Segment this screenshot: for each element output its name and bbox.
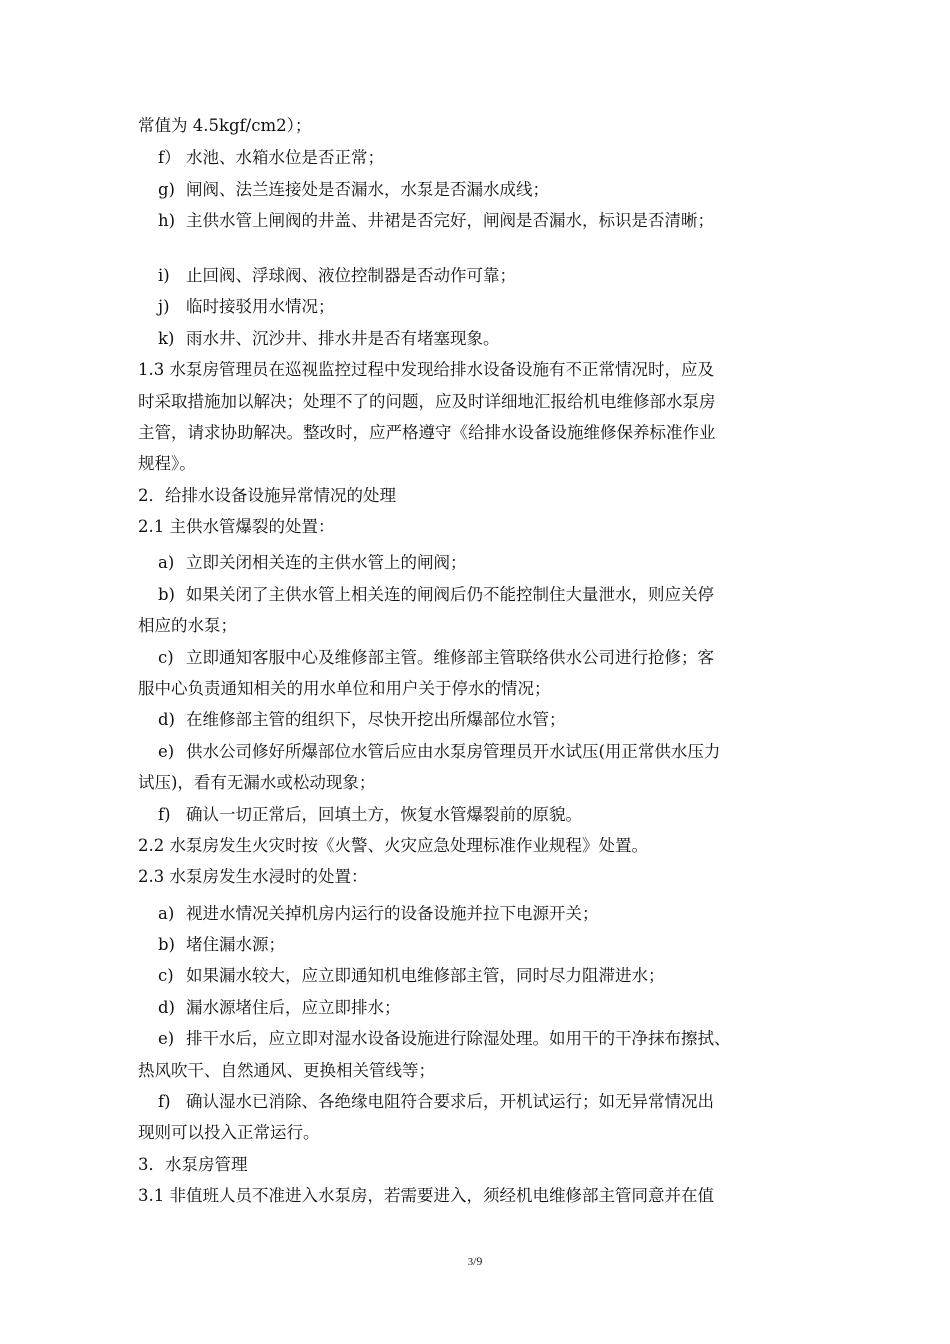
- list-item-continuation: 试压)，看有无漏水或松动现象；: [138, 773, 376, 792]
- item-label: h): [158, 211, 176, 230]
- list-item: g) 闸阀、法兰连接处是否漏水，水泵是否漏水成线；: [158, 180, 549, 199]
- item-label: f）: [158, 148, 181, 167]
- list-item: d) 在维修部主管的组织下，尽快开挖出所爆部位水管；: [158, 710, 566, 729]
- item-label: b): [158, 585, 175, 604]
- item-label: f): [158, 1092, 171, 1111]
- item-label: c): [158, 648, 174, 667]
- item-label: e): [158, 742, 175, 761]
- list-item-continuation: 相应的水泵；: [138, 616, 237, 635]
- list-item: a) 立即关闭相关连的主供水管上的闸阀；: [158, 553, 467, 572]
- list-item: b) 如果关闭了主供水管上相关连的闸阀后仍不能控制住大量泄水，则应关停: [158, 585, 714, 604]
- subsection-heading: 2.3 水泵房发生水浸时的处置：: [138, 867, 368, 886]
- list-item: f) 确认湿水已消除、各绝缘电阻符合要求后，开机试运行；如无异常情况出: [158, 1092, 714, 1111]
- paragraph-line: 时采取措施加以解决；处理不了的问题，应及时详细地汇报给机电维修部水泵房: [138, 392, 716, 411]
- item-label: e): [158, 1029, 175, 1048]
- list-item-continuation: 现则可以投入正常运行。: [138, 1123, 320, 1142]
- item-label: a): [158, 904, 175, 923]
- paragraph-line: 规程》。: [138, 454, 196, 473]
- item-label: k): [158, 329, 175, 348]
- item-label: a): [158, 553, 175, 572]
- item-label: f): [158, 805, 171, 824]
- list-item: j) 临时接驳用水情况；: [158, 297, 335, 316]
- item-label: b): [158, 935, 175, 954]
- list-item: a) 视进水情况关掉机房内运行的设备设施并拉下电源开关；: [158, 904, 599, 923]
- list-item-continuation: 服中心负责通知相关的用水单位和用户关于停水的情况；: [138, 679, 551, 698]
- item-label: d): [158, 998, 175, 1017]
- item-label: i): [158, 266, 170, 285]
- subsection-heading: 2.1 主供水管爆裂的处置：: [138, 517, 335, 536]
- item-label: c): [158, 966, 174, 985]
- list-item: f) 确认一切正常后，回填土方，恢复水管爆裂前的原貌。: [158, 805, 582, 824]
- list-item: i) 止回阀、浮球阀、液位控制器是否动作可靠；: [158, 266, 516, 285]
- item-label: d): [158, 710, 175, 729]
- list-item: c) 如果漏水较大，应立即通知机电维修部主管，同时尽力阻滞进水；: [158, 966, 665, 985]
- section-heading: 3．水泵房管理: [138, 1155, 248, 1174]
- item-label: g): [158, 180, 175, 199]
- page-number: 3/9: [467, 1254, 483, 1268]
- section-heading: 2．给排水设备设施异常情况的处理: [138, 486, 396, 505]
- list-item: h) 主供水管上闸阀的井盖、井裙是否完好，闸阀是否漏水，标识是否清晰；: [158, 211, 714, 230]
- paragraph-line: 主管，请求协助解决。整改时，应严格遵守《给排水设备设施维修保养标准作业: [138, 423, 716, 442]
- list-item-continuation: 热风吹干、自然通风、更换相关管线等；: [138, 1061, 435, 1080]
- list-item: f） 水池、水箱水位是否正常；: [158, 148, 384, 167]
- list-item: e) 排干水后，应立即对湿水设备设施进行除湿处理。如用干的干净抹布擦拭、: [158, 1029, 731, 1048]
- paragraph-line: 3.1 非值班人员不准进入水泵房，若需要进入，须经机电维修部主管同意并在值: [138, 1186, 714, 1205]
- text-line: 常值为 4.5kgf/cm2）；: [138, 116, 312, 135]
- list-item: e) 供水公司修好所爆部位水管后应由水泵房管理员开水试压(用正常供水压力: [158, 742, 721, 761]
- list-item: b) 堵住漏水源；: [158, 935, 285, 954]
- paragraph-line: 1.3 水泵房管理员在巡视监控过程中发现给排水设备设施有不正常情况时，应及: [138, 360, 714, 379]
- list-item: c) 立即通知客服中心及维修部主管。维修部主管联络供水公司进行抢修；客: [158, 648, 714, 667]
- list-item: k) 雨水井、沉沙井、排水井是否有堵塞现象。: [158, 329, 500, 348]
- item-label: j): [158, 297, 170, 316]
- subsection-heading: 2.2 水泵房发生火灾时按《火警、火灾应急处理标准作业规程》处置。: [138, 836, 648, 855]
- list-item: d) 漏水源堵住后，应立即排水；: [158, 998, 401, 1017]
